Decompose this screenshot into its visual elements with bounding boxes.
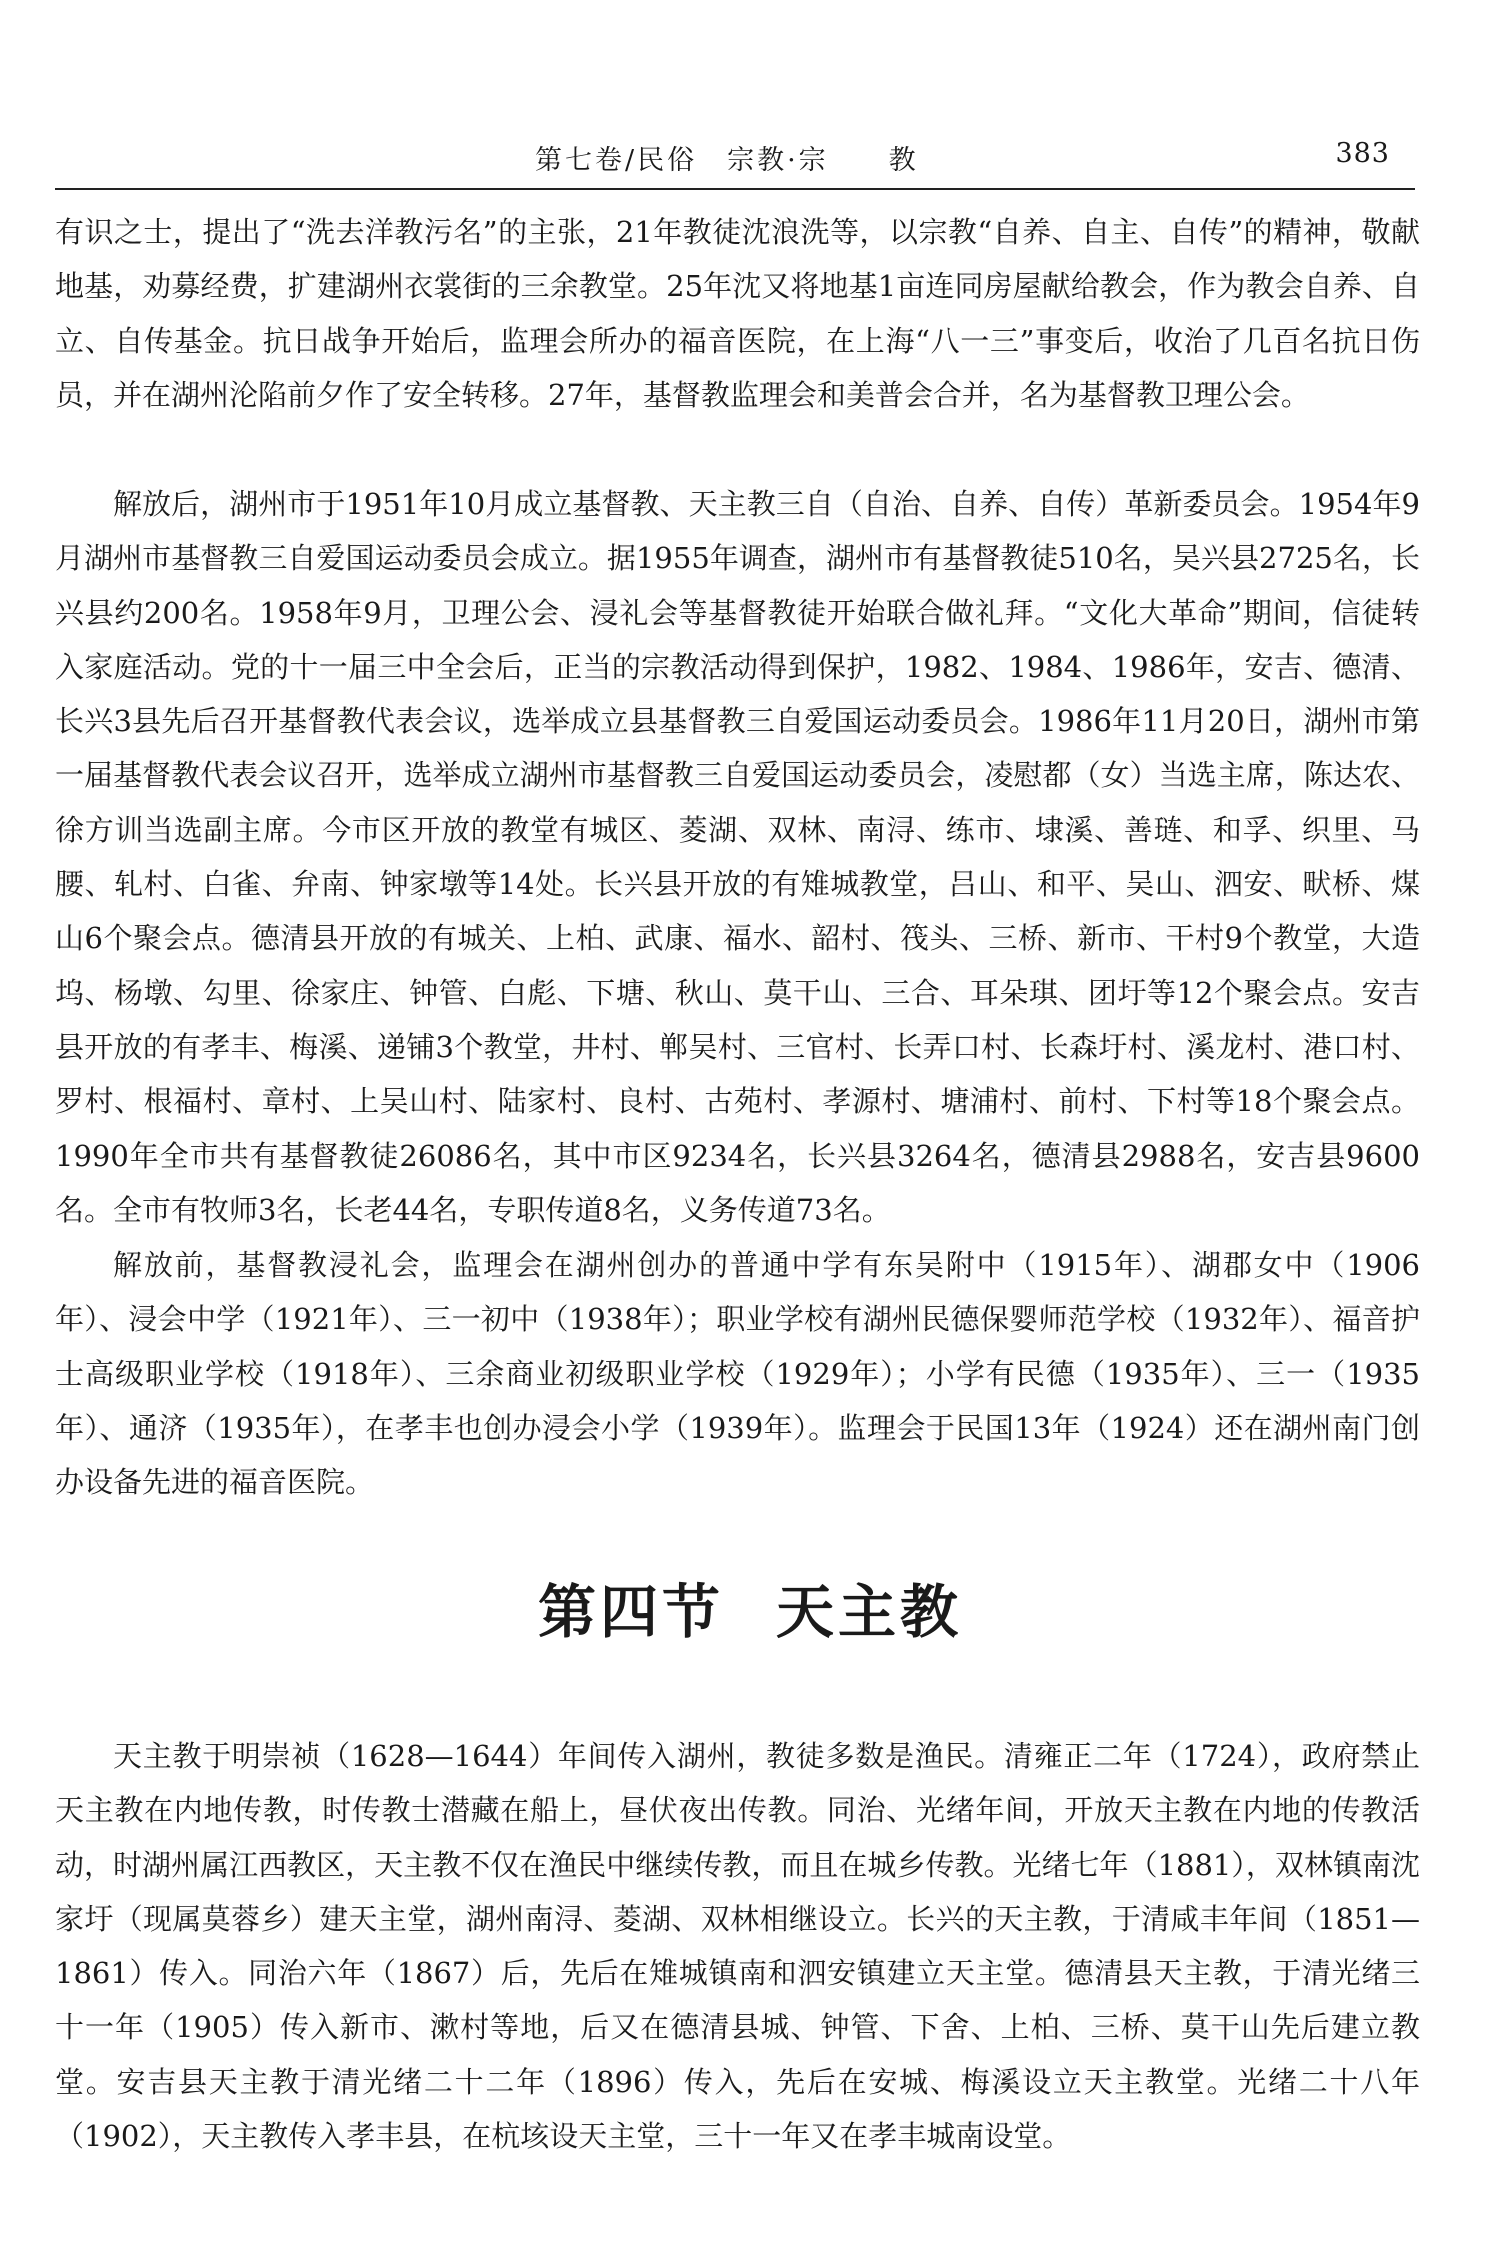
section-number: 第四节 — [537, 1578, 724, 1646]
page-header — [55, 118, 1415, 190]
paragraph-schools: 解放前，基督教浸礼会，监理会在湖州创办的普通中学有东吴附中（1915年）、湖郡女中（1906年）、浸会中学（1921年）、三一初中（1938年）；职业学校有湖州民德保婴师范学校（1932年）、福音护士高级职业学校（1918年）、三余商业初级职业学校（1929年）；小学有民德（1935年）、三一（1935年）、通济（1935年），在孝丰也创办浸会小学（1939年）。监理会于民国13年（1924）还在湖州南门创办设备先进的福音医院。 — [55, 1248, 1420, 1500]
running-head: 第七卷/民俗 宗教·宗 教 — [535, 145, 919, 176]
section-name: 天主教 — [776, 1578, 963, 1646]
section-title — [0, 1565, 1500, 1649]
paragraph-post-liberation: 解放后，湖州市于1951年10月成立基督教、天主教三自（自治、自养、自传）革新委员会。1954年9月湖州市基督教三自爱国运动委员会成立。据1955年调查，湖州市有基督教徒510名，吴兴县2725名，长兴县约200名。1958年9月，卫理公会、浸礼会等基督教徒开始联合做礼拜。“文化大革命”期间，信徒转入家庭活动。党的十一届三中全会后，正当的宗教活动得到保护，1982、1984、1986年，安吉、德清、长兴3县先后召开基督教代表会议，选举成立县基督教三自爱国运动委员会。1986年11月20日，湖州市第一届基督教代表会议召开，选举成立湖州市基督教三自爱国运动委员会，凌慰都（女）当选主席，陈达农、徐方训当选副主席。今市区开放的教堂有城区、菱湖、双林、南浔、练市、埭溪、善琏、和孚、织里、马腰、轧村、白雀、弁南、钟家墩等14处。长兴县开放的有雉城教堂，吕山、和平、吴山、泗安、畎桥、煤山6个聚会点。德清县开放的有城关、上柏、武康、福水、韶村、筏头、三桥、新市、干村9个教堂，大造坞、杨墩、勾里、徐家庄、钟管、白彪、下塘、秋山、莫干山、三合、耳朵琪、团圩等12个聚会点。安吉县开放的有孝丰、梅溪、递铺3个教堂，井村、郸吴村、三官村、长弄口村、长森圩村、溪龙村、港口村、罗村、根福村、章村、上吴山村、陆家村、良村、古苑村、孝源村、塘浦村、前村、下村等18个聚会点。1990年全市共有基督教徒26086名，其中市区9234名，长兴县3264名，德清县2988名，安吉县9600名。全市有牧师3名，长老44名，专职传道8名，义务传道73名。 — [55, 487, 1420, 1227]
page-number: 383 — [1335, 138, 1390, 169]
paragraph-catholicism: 天主教于明崇祯（1628—1644）年间传入湖州，教徒多数是渔民。清雍正二年（1724），政府禁止天主教在内地传教，时传教士潜藏在船上，昼伏夜出传教。同治、光绪年间，开放天主教在内地的传教活动，时湖州属江西教区，天主教不仅在渔民中继续传教，而且在城乡传教。光绪七年（1881），双林镇南沈家圩（现属莫蓉乡）建天主堂，湖州南浔、菱湖、双林相继设立。长兴的天主教，于清咸丰年间（1851—1861）传入。同治六年（1867）后，先后在雉城镇南和泗安镇建立天主堂。德清县天主教，于清光绪三十一年（1905）传入新市、漱村等地，后又在德清县城、钟管、下舍、上柏、三桥、莫干山先后建立教堂。安吉县天主教于清光绪二十二年（1896）传入，先后在安城、梅溪设立天主教堂。光绪二十八年（1902），天主教传入孝丰县，在杭垓设天主堂，三十一年又在孝丰城南设堂。 — [55, 1739, 1420, 2154]
paragraph-protestant-history: 有识之士，提出了“洗去洋教污名”的主张，21年教徒沈浪洗等，以宗教“自养、自主、自传”的精神，敬献地基，劝募经费，扩建湖州衣裳街的三余教堂。25年沈又将地基1亩连同房屋献给教会，作为教会自养、自立、自传基金。抗日战争开始后，监理会所办的福音医院，在上海“八一三”事变后，收治了几百名抗日伤员，并在湖州沦陷前夕作了安全转移。27年，基督教监理会和美普会合并，名为基督教卫理公会。 — [55, 215, 1420, 412]
